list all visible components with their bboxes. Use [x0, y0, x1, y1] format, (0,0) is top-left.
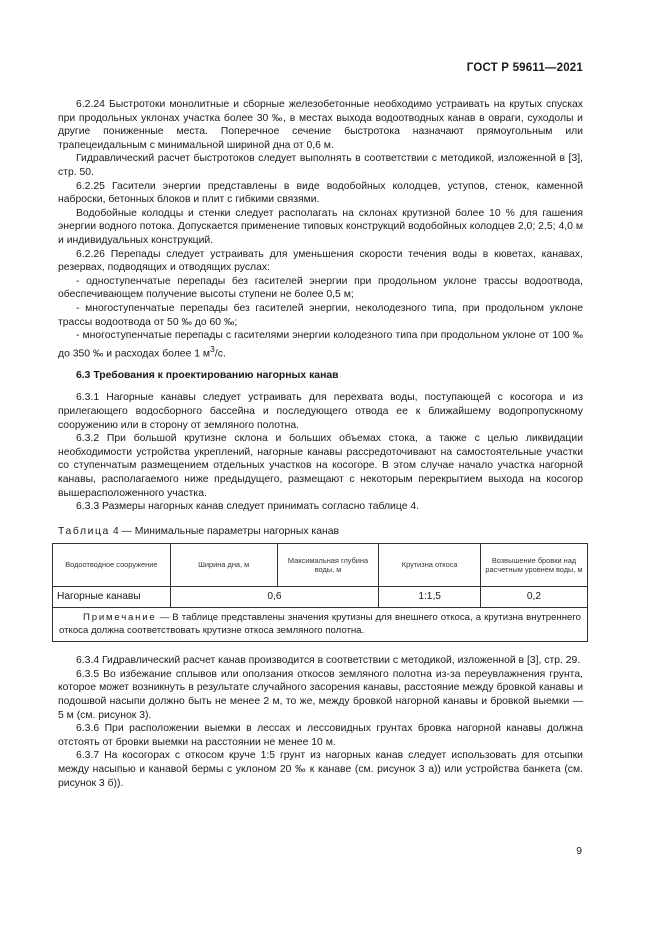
paragraph-6-3-4: 6.3.4 Гидравлический расчет канав производится в соответствии с методикой, изложенной в [3], стр. 29.: [76, 655, 581, 667]
paragraph-6-3-5: 6.3.5 Во избежание сплывов или оползания откосов земляного полотна из-за переувлажнения грунта, которое может возникнуть в результате случайного засорения канавы, расстояние между бровкой канавы и подошвой насыпи должно быть не менее 2 м, то же, между бровкой нагорной канавы и бровкой выемки — 5 м (см. рисунок 3).: [58, 668, 583, 721]
list-item-multi-step-no-dampers: - многоступенчатые перепады без гасителей энергии, неколодезного типа, при продольном уклоне трассы водоотвода от 50 ‰ до 60 ‰;: [58, 302, 583, 328]
table-note-row: [53, 608, 588, 642]
section-heading-6-3: 6.3 Требования к проектированию нагорных канав: [76, 369, 339, 381]
cell-elevation: 0,2: [480, 587, 587, 608]
table-caption: [58, 525, 583, 539]
table-4-upland-ditch-parameters: [52, 543, 588, 642]
table-caption-label: Таблица: [58, 525, 110, 537]
note-label: Примечание: [83, 612, 157, 624]
paragraph-6-3-1: 6.3.1 Нагорные канавы следует устраивать для перехвата воды, поступающей с косогора и из прилегающего водосборного бассейна и последующего отвода ее к ближайшему водопропускному сооружению или в сторону от земляного полотна.: [58, 392, 583, 431]
page-body: [58, 98, 583, 790]
page-number: 9: [576, 846, 582, 857]
table-caption-text: 4 — Минимальные параметры нагорных канав: [112, 525, 340, 537]
header-slope: Крутизна откоса: [379, 544, 481, 587]
paragraph-6-2-24: 6.2.24 Быстротоки монолитные и сборные железобетонные необходимо устраивать на крутых спусках при продольных уклонах участка более 30 ‰, в местах выхода водоотводных канав в овраги, суходолы и другие пониженные места. Поперечное сечение быстротока назначают прямоугольным или трапецеидальным с минимальной шириной дна от 0,6 м.: [58, 99, 583, 151]
header-max-depth: Максимальная глубина воды, м: [277, 544, 379, 587]
cell-slope: 1:1,5: [379, 587, 481, 608]
note-text: — В таблице представлены значения крутизны для внешнего откоса, а крутизна внутреннего откоса должна соответствовать крутизне откоса земляного полотна.: [59, 612, 581, 637]
paragraph-6-3-6: 6.3.6 При расположении выемки в лессах и лессовидных грунтах бровка нагорной канавы должна отстоять от бровки выемки на расстоянии не менее 10 м.: [58, 723, 583, 748]
spacer: [58, 642, 583, 654]
list-item-tail: /с.: [214, 348, 226, 360]
paragraph-6-3-7: 6.3.7 На косогорах с откосом круче 1:5 грунт из нагорных канав следует использовать для отсыпки между насыпью и канавой бермы с уклоном 20 ‰ к канаве (см. рисунок 3 а)) или устройства банкета (см. рисунок 3 б)).: [58, 750, 583, 789]
table-row: [53, 587, 588, 608]
header-edge-elevation: Возвышение бровки над расчетным уровнем воды, м: [480, 544, 587, 587]
paragraph-hydraulic-chutes: Гидравлический расчет быстротоков следует выполнять в соответствии с методикой, изложенной в [3], стр. 50.: [58, 153, 583, 178]
paragraph-6-3-3: 6.3.3 Размеры нагорных канав следует принимать согласно таблице 4.: [76, 501, 420, 513]
list-item-text: - многоступенчатые перепады с гасителями энергии колодезного типа при продольном уклоне от 100 ‰ до 350 ‰ и расходах более 1 м: [58, 330, 583, 360]
superscript-3: 3: [210, 343, 215, 354]
paragraph-6-3-2: 6.3.2 При большой крутизне склона и больших объемах стока, а также с целью ликвидации необходимости устройства укреплений, нагорные канавы рассредоточивают на самостоятельные участки со ступенчатым размещением отдельных участков на косогоре. В этом случае начало участка нагорной канавы, располагаемого ниже предыдущего, размещают с некоторым перекрытием выхода на косогор вышерасположенного участка.: [58, 433, 583, 499]
paragraph-6-2-25: 6.2.25 Гасители энергии представлены в виде водобойных колодцев, уступов, стенок, каменной наброски, бетонных блоков и плит с гибкими связями.: [58, 180, 583, 206]
list-item-multi-step-with-dampers: [58, 329, 583, 361]
paragraph-6-2-26: 6.2.26 Перепады следует устраивать для уменьшения скорости течения воды в кюветах, канавах, резервах, подводящих и отводящих руслах:: [58, 248, 583, 274]
standard-designation: ГОСТ Р 59611—2021: [466, 62, 583, 74]
table-header-row: [53, 544, 588, 587]
cell-structure-name: Нагорные канавы: [53, 587, 171, 608]
table-note: [53, 608, 588, 642]
cell-width-depth: 0,6: [170, 587, 379, 608]
list-item-single-step: - одноступенчатые перепады без гасителей энергии при продольном уклоне трассы водоотвода, обеспечивающем получение высоты ступени не более 0,5 м;: [58, 275, 583, 301]
header-structure: Водоотводное сооружение: [53, 544, 171, 587]
paragraph-stilling-wells: Водобойные колодцы и стенки следует располагать на склонах крутизной более 10 % для гашения энергии водного потока. Допускается применение типовых конструкций водобойных колодцев 2,0; 2,5; 4,0 м и индивидуальных конструкций.: [58, 207, 583, 246]
header-bottom-width: Ширина дна, м: [170, 544, 277, 587]
